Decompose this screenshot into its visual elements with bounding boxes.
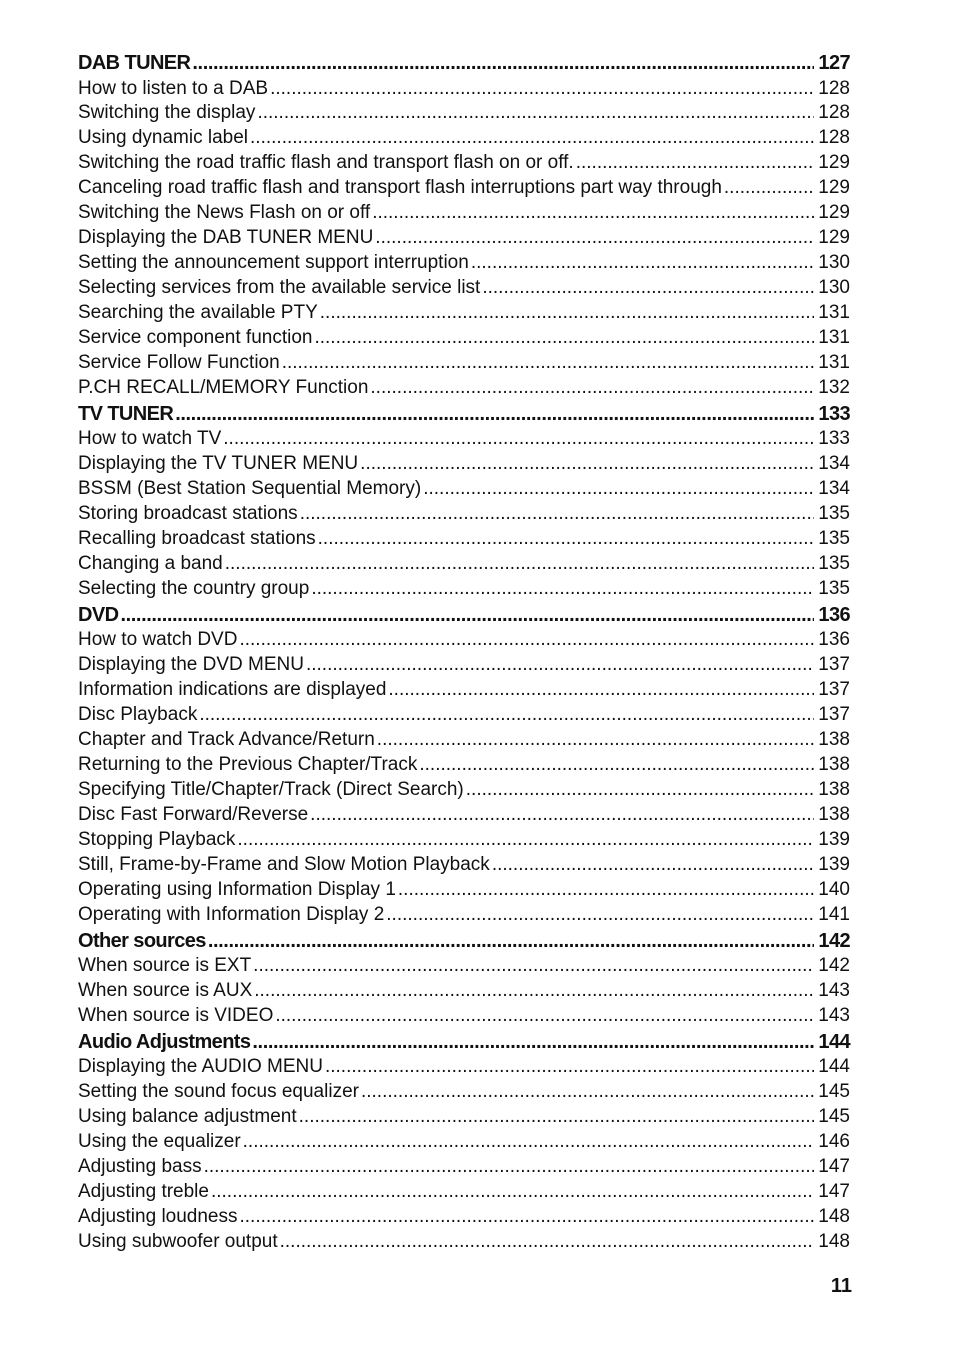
toc-entry[interactable] bbox=[78, 728, 850, 753]
entry-label: Displaying the DAB TUNER MENU bbox=[78, 227, 374, 249]
dot-leader bbox=[254, 979, 814, 1004]
entry-page: 135 bbox=[818, 552, 850, 574]
entry-label: How to watch DVD bbox=[78, 629, 238, 651]
dot-leader bbox=[225, 552, 815, 577]
entry-page: 132 bbox=[818, 376, 850, 398]
entry-label: Using dynamic label bbox=[78, 127, 249, 149]
toc-entry[interactable] bbox=[78, 351, 850, 376]
entry-label: Displaying the DVD MENU bbox=[78, 654, 304, 676]
entry-page: 135 bbox=[818, 577, 850, 599]
toc-entry[interactable] bbox=[78, 1004, 850, 1029]
entry-page: 145 bbox=[818, 1106, 850, 1128]
entry-page: 143 bbox=[818, 1004, 850, 1026]
section-page: 142 bbox=[818, 929, 850, 952]
entry-label: Switching the display bbox=[78, 102, 256, 124]
toc-entry[interactable] bbox=[78, 226, 850, 251]
toc-entry[interactable] bbox=[78, 126, 850, 151]
dot-leader bbox=[482, 276, 814, 301]
entry-page: 131 bbox=[818, 301, 850, 323]
page-number: 11 bbox=[830, 1275, 852, 1297]
entry-page: 147 bbox=[818, 1156, 850, 1178]
dot-leader bbox=[275, 1004, 814, 1029]
toc-entry[interactable] bbox=[78, 903, 850, 928]
entry-label: Storing broadcast stations bbox=[78, 503, 298, 524]
entry-label: BSSM (Best Station Sequential Memory) bbox=[78, 478, 422, 500]
entry-page: 138 bbox=[818, 753, 850, 775]
toc-entry[interactable] bbox=[78, 577, 850, 602]
dot-leader bbox=[252, 1029, 814, 1056]
entry-label: When source is EXT bbox=[78, 955, 252, 976]
entry-page: 148 bbox=[818, 1230, 850, 1252]
entry-page: 133 bbox=[818, 428, 850, 450]
toc-entry[interactable] bbox=[78, 77, 850, 102]
entry-label: Information indications are displayed bbox=[78, 679, 387, 701]
entry-page: 147 bbox=[818, 1181, 850, 1202]
entry-label: Disc Playback bbox=[78, 704, 198, 726]
dot-leader bbox=[576, 151, 815, 176]
entry-page: 134 bbox=[818, 453, 850, 475]
toc-entry[interactable] bbox=[78, 1155, 850, 1180]
toc-entry[interactable] bbox=[78, 101, 850, 126]
section-heading[interactable] bbox=[78, 602, 850, 629]
dot-leader bbox=[237, 828, 814, 853]
toc-entry[interactable] bbox=[78, 1130, 850, 1155]
dot-leader bbox=[361, 1080, 814, 1105]
dot-leader bbox=[466, 778, 815, 803]
entry-page: 131 bbox=[818, 351, 850, 373]
dot-leader bbox=[240, 1205, 815, 1230]
entry-page: 131 bbox=[818, 326, 850, 348]
entry-label: Adjusting treble bbox=[78, 1181, 209, 1202]
entry-label: Canceling road traffic flash and transport flash interruptions part way through bbox=[78, 177, 722, 199]
entry-label: When source is AUX bbox=[78, 979, 253, 1001]
section-title: TV TUNER bbox=[78, 402, 174, 425]
entry-label: How to watch TV bbox=[78, 428, 222, 450]
entry-page: 129 bbox=[818, 177, 850, 199]
toc-entry[interactable] bbox=[78, 376, 850, 401]
dot-leader bbox=[175, 401, 814, 428]
toc-entry[interactable] bbox=[78, 1180, 850, 1205]
entry-label: Displaying the TV TUNER MENU bbox=[78, 453, 359, 475]
entry-page: 134 bbox=[818, 478, 850, 500]
toc-section-dvd bbox=[78, 602, 850, 928]
toc-entry[interactable] bbox=[78, 878, 850, 903]
toc-entry[interactable] bbox=[78, 151, 850, 176]
section-heading[interactable] bbox=[78, 928, 850, 955]
entry-page: 135 bbox=[818, 503, 850, 524]
dot-leader bbox=[250, 126, 814, 151]
dot-leader bbox=[375, 226, 814, 251]
entry-label: Using the equalizer bbox=[78, 1131, 241, 1153]
dot-leader bbox=[388, 678, 814, 703]
toc-entry[interactable] bbox=[78, 452, 850, 477]
toc-entry[interactable] bbox=[78, 477, 850, 502]
entry-label: Adjusting loudness bbox=[78, 1205, 238, 1227]
toc-entry[interactable] bbox=[78, 1055, 850, 1080]
toc-entry[interactable] bbox=[78, 803, 850, 828]
entry-label: Specifying Title/Chapter/Track (Direct Search) bbox=[78, 778, 464, 800]
dot-leader bbox=[372, 201, 814, 226]
section-title: Audio Adjustments bbox=[78, 1030, 251, 1053]
dot-leader bbox=[320, 301, 815, 326]
entry-page: 139 bbox=[818, 828, 850, 850]
toc-section-other-sources bbox=[78, 928, 850, 1029]
section-page: 136 bbox=[818, 603, 850, 626]
toc-entry[interactable] bbox=[78, 251, 850, 276]
dot-leader bbox=[270, 77, 814, 102]
entry-label: Returning to the Previous Chapter/Track bbox=[78, 753, 418, 775]
dot-leader bbox=[243, 1130, 815, 1155]
entry-label: Setting the sound focus equalizer bbox=[78, 1081, 359, 1103]
entry-page: 129 bbox=[818, 227, 850, 249]
entry-page: 143 bbox=[818, 979, 850, 1001]
entry-label: Chapter and Track Advance/Return bbox=[78, 729, 375, 750]
entry-label: Changing a band bbox=[78, 552, 223, 574]
entry-label: When source is VIDEO bbox=[78, 1004, 274, 1026]
entry-page: 137 bbox=[818, 654, 850, 676]
entry-page: 135 bbox=[818, 527, 850, 549]
entry-page: 138 bbox=[818, 778, 850, 800]
toc-entry[interactable] bbox=[78, 201, 850, 226]
dot-leader bbox=[300, 502, 815, 527]
dot-leader bbox=[325, 1055, 814, 1080]
dot-leader bbox=[423, 477, 814, 502]
dot-leader bbox=[314, 326, 814, 351]
toc-entry[interactable] bbox=[78, 1080, 850, 1105]
dot-leader bbox=[311, 577, 814, 602]
dot-leader bbox=[211, 1180, 814, 1205]
section-heading[interactable] bbox=[78, 1029, 850, 1056]
entry-page: 145 bbox=[818, 1081, 850, 1103]
toc-entry[interactable] bbox=[78, 326, 850, 351]
dot-leader bbox=[253, 954, 814, 979]
section-title: DVD bbox=[78, 603, 119, 626]
entry-page: 128 bbox=[818, 77, 850, 99]
toc-entry[interactable] bbox=[78, 427, 850, 452]
toc-entry[interactable] bbox=[78, 778, 850, 803]
table-of-contents bbox=[78, 50, 850, 1255]
toc-entry[interactable] bbox=[78, 1205, 850, 1230]
entry-page: 142 bbox=[818, 955, 850, 976]
entry-label: Still, Frame-by-Frame and Slow Motion Playback bbox=[78, 853, 490, 875]
entry-label: Disc Fast Forward/Reverse bbox=[78, 803, 309, 825]
toc-entry[interactable] bbox=[78, 1230, 850, 1255]
entry-page: 148 bbox=[818, 1205, 850, 1227]
dot-leader bbox=[471, 251, 814, 276]
toc-section-audio-adjustments bbox=[78, 1029, 850, 1255]
dot-leader bbox=[377, 728, 815, 753]
dot-leader bbox=[208, 928, 815, 955]
toc-entry[interactable] bbox=[78, 979, 850, 1004]
dot-leader bbox=[386, 903, 814, 928]
dot-leader bbox=[492, 853, 814, 878]
entry-page: 129 bbox=[818, 202, 850, 224]
entry-page: 138 bbox=[818, 803, 850, 825]
entry-page: 140 bbox=[818, 878, 850, 900]
dot-leader bbox=[306, 653, 814, 678]
entry-label: Stopping Playback bbox=[78, 828, 236, 850]
dot-leader bbox=[199, 703, 814, 728]
dot-leader bbox=[257, 101, 814, 126]
section-page: 127 bbox=[818, 52, 850, 74]
entry-page: 128 bbox=[818, 102, 850, 124]
toc-section-dab-tuner bbox=[78, 50, 850, 401]
toc-section-tv-tuner bbox=[78, 401, 850, 602]
dot-leader bbox=[318, 527, 815, 552]
toc-entry[interactable] bbox=[78, 653, 850, 678]
entry-page: 136 bbox=[818, 629, 850, 651]
entry-page: 128 bbox=[818, 127, 850, 149]
section-heading[interactable] bbox=[78, 401, 850, 428]
entry-label: Recalling broadcast stations bbox=[78, 527, 316, 549]
entry-page: 137 bbox=[818, 704, 850, 726]
dot-leader bbox=[192, 50, 814, 77]
entry-label: Service component function bbox=[78, 326, 313, 348]
entry-label: How to listen to a DAB bbox=[78, 77, 269, 99]
dot-leader bbox=[280, 1230, 815, 1255]
dot-leader bbox=[419, 753, 814, 778]
toc-entry[interactable] bbox=[78, 853, 850, 878]
section-title: Other sources bbox=[78, 929, 206, 952]
dot-leader bbox=[204, 1155, 815, 1180]
section-page: 133 bbox=[818, 402, 850, 425]
entry-page: 129 bbox=[818, 152, 850, 174]
entry-label: Operating with Information Display 2 bbox=[78, 903, 385, 925]
entry-page: 139 bbox=[818, 853, 850, 875]
toc-entry[interactable] bbox=[78, 502, 850, 527]
dot-leader bbox=[398, 878, 814, 903]
entry-page: 141 bbox=[818, 903, 850, 925]
dot-leader bbox=[223, 427, 814, 452]
entry-label: Switching the News Flash on or off bbox=[78, 202, 371, 224]
dot-leader bbox=[120, 602, 814, 629]
entry-label: Using subwoofer output bbox=[78, 1230, 278, 1252]
entry-page: 146 bbox=[818, 1131, 850, 1153]
section-page: 144 bbox=[818, 1030, 850, 1053]
entry-page: 138 bbox=[818, 729, 850, 750]
toc-entry[interactable] bbox=[78, 527, 850, 552]
entry-page: 137 bbox=[818, 679, 850, 701]
entry-page: 130 bbox=[818, 277, 850, 298]
toc-entry[interactable] bbox=[78, 678, 850, 703]
toc-entry[interactable] bbox=[78, 301, 850, 326]
dot-leader bbox=[299, 1105, 815, 1130]
entry-label: Service Follow Function bbox=[78, 351, 280, 373]
dot-leader bbox=[360, 452, 814, 477]
entry-page: 144 bbox=[818, 1056, 850, 1078]
section-heading[interactable] bbox=[78, 50, 850, 77]
entry-label: Setting the announcement support interruption bbox=[78, 252, 469, 274]
toc-entry[interactable] bbox=[78, 753, 850, 778]
toc-entry[interactable] bbox=[78, 552, 850, 577]
toc-entry[interactable] bbox=[78, 703, 850, 728]
dot-leader bbox=[239, 628, 814, 653]
dot-leader bbox=[310, 803, 814, 828]
toc-entry[interactable] bbox=[78, 954, 850, 979]
entry-label: Searching the available PTY bbox=[78, 301, 318, 323]
toc-entry[interactable] bbox=[78, 828, 850, 853]
section-title: DAB TUNER bbox=[78, 52, 191, 74]
entry-page: 130 bbox=[818, 252, 850, 274]
entry-label: Using balance adjustment bbox=[78, 1106, 297, 1128]
toc-entry[interactable] bbox=[78, 276, 850, 301]
entry-label: P.CH RECALL/MEMORY Function bbox=[78, 376, 369, 398]
dot-leader bbox=[370, 376, 814, 401]
toc-entry[interactable] bbox=[78, 176, 850, 201]
toc-entry[interactable] bbox=[78, 628, 850, 653]
entry-label: Adjusting bass bbox=[78, 1156, 202, 1178]
entry-label: Selecting the country group bbox=[78, 577, 310, 599]
entry-label: Operating using Information Display 1 bbox=[78, 878, 396, 900]
dot-leader bbox=[724, 176, 814, 201]
entry-label: Displaying the AUDIO MENU bbox=[78, 1056, 323, 1078]
dot-leader bbox=[282, 351, 815, 376]
toc-entry[interactable] bbox=[78, 1105, 850, 1130]
entry-label: Switching the road traffic flash and transport flash on or off. bbox=[78, 152, 574, 174]
entry-label: Selecting services from the available service list bbox=[78, 277, 481, 298]
